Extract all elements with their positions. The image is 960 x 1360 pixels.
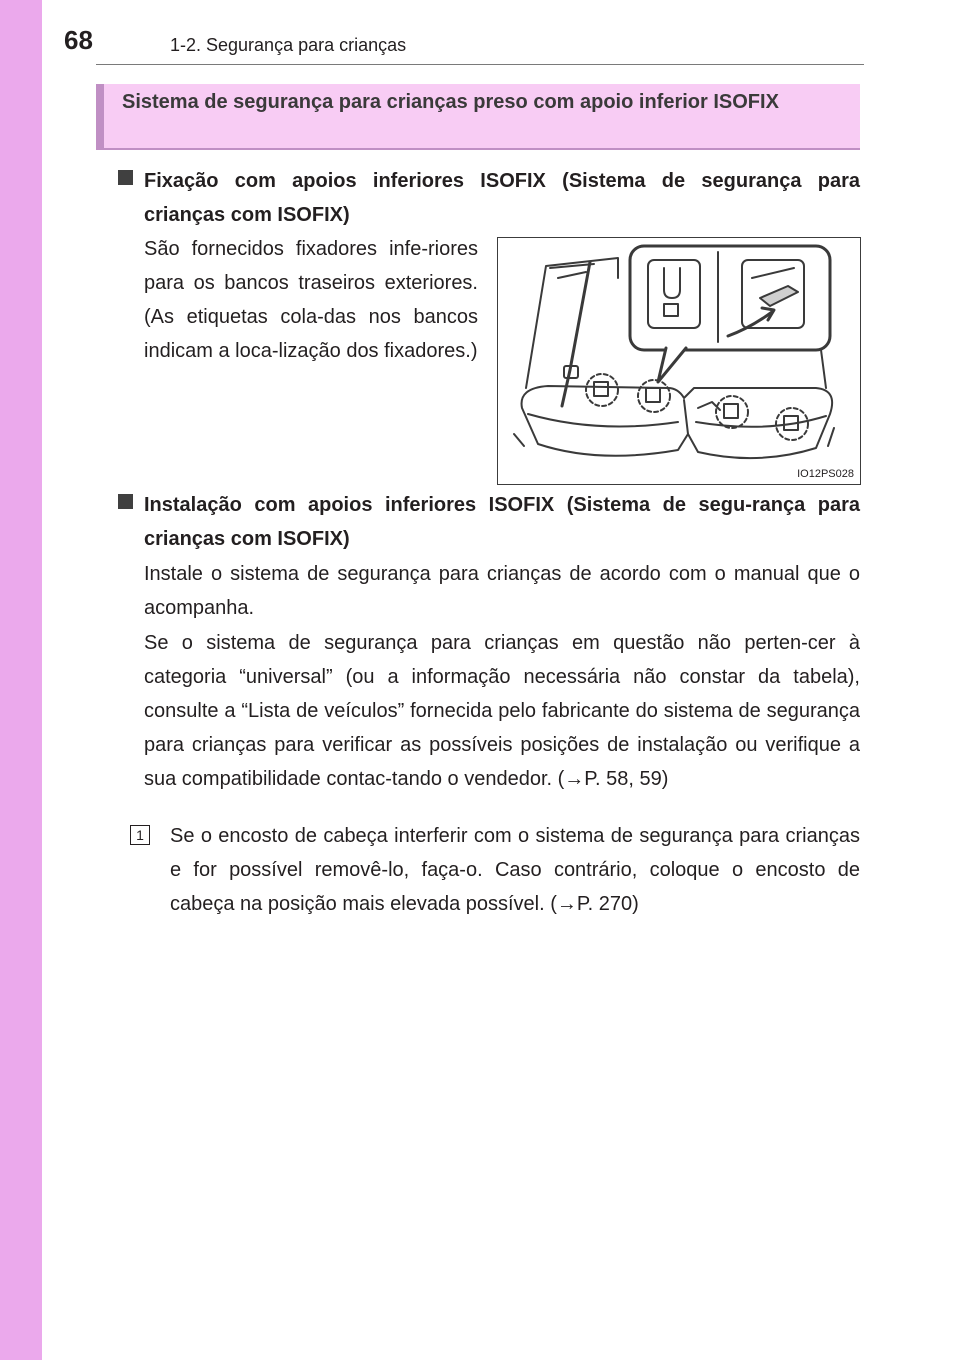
step-number-box: 1 [130,825,150,845]
running-head: 1-2. Segurança para crianças [170,35,407,55]
square-bullet-icon [118,170,133,185]
section-title: Sistema de segurança para crianças preso com apoio inferior ISOFIX [122,91,779,113]
page-number: 68 [64,25,93,55]
subsection-heading-text: Fixação com apoios inferiores ISOFIX (Sistema de segurança para crianças com ISOFIX) [144,170,860,226]
figure-code: IO12PS028 [797,468,854,480]
subsection-heading-text: Instalação com apoios inferiores ISOFIX (Sistema de segu-rança para crianças com ISOFIX) [144,494,860,550]
step-1-text: Se o encosto de cabeça interferir com o sistema de segurança para crianças e for possível removê-lo, faça-o. Caso contrário, coloque o encosto de cabeça na posição mais elevada possível. (→P. 270) [170,825,860,915]
isofix-anchor-illustration [497,237,861,485]
section-title-box [96,84,860,150]
square-bullet-icon [118,494,133,509]
intro-paragraph: São fornecidos fixadores infe-riores para os bancos traseiros exteriores. (As etiquetas cola-das nos bancos indicam a loca-lização dos fixadores.) [144,238,478,362]
header-rule [96,64,864,65]
chapter-side-tab [0,0,42,1360]
rear-seat-drawing [498,238,860,484]
install-paragraph-2: Se o sistema de segurança para crianças em questão não perten-cer à categoria “universal” (ou a informação necessária não constar da tabela), consulte a “Lista de veículos” fornecida pelo fabricante do sistema de segurança para crianças para verificar as possíveis posições de instalação ou verifique a sua compatibilidade contac-tando o vendedor. (→P. 58, 59) [144,632,860,790]
install-paragraph-1: Instale o sistema de segurança para crianças de acordo com o manual que o acompanha. [144,563,860,619]
